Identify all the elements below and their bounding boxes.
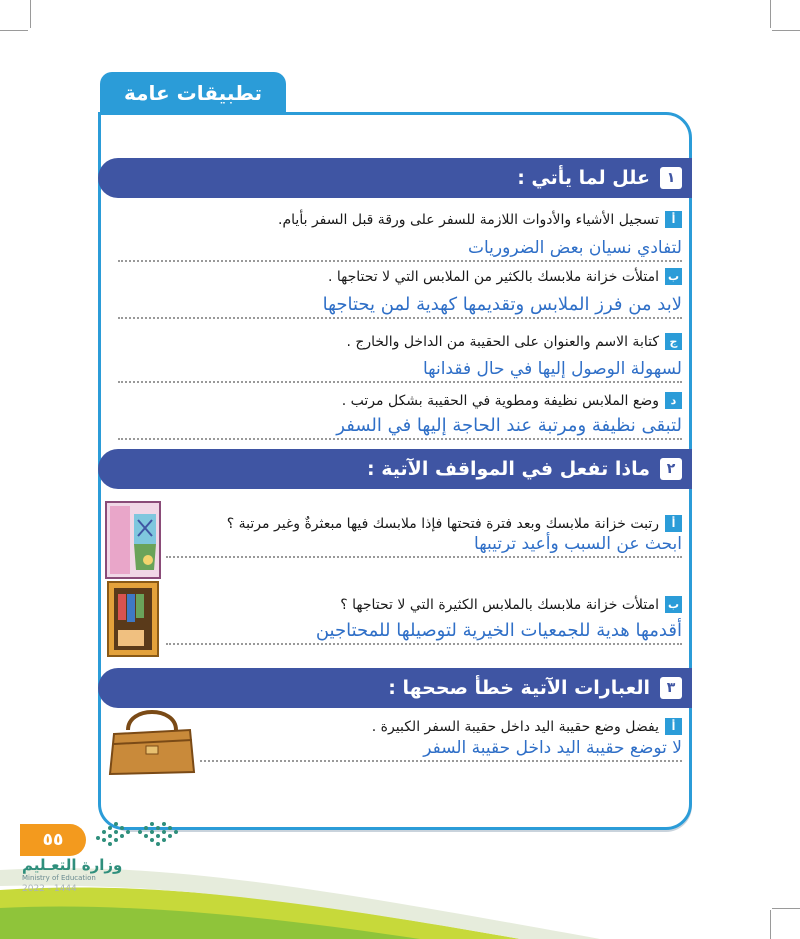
page-number: ٥٥ bbox=[20, 824, 86, 856]
question-1b bbox=[328, 268, 682, 285]
section-1-header bbox=[98, 158, 692, 198]
messy-wardrobe-icon bbox=[104, 500, 162, 580]
answer-1a[interactable]: لتفادي نسيان بعض الضروريات bbox=[118, 238, 682, 262]
question-1c bbox=[346, 333, 682, 350]
section-number: ٣ bbox=[660, 677, 682, 699]
answer-1c[interactable]: لسهولة الوصول إليها في حال فقدانها bbox=[118, 359, 682, 383]
question-text: امتلأت خزانة ملابسك بالملابس الكثيرة التي لا تحتاجها ؟ bbox=[340, 596, 659, 613]
crop-mark bbox=[772, 30, 800, 31]
answer-1d[interactable]: لتبقى نظيفة ومرتبة عند الحاجة إليها في السفر bbox=[118, 416, 682, 440]
question-text: كتابة الاسم والعنوان على الحقيبة من الداخل والخارج . bbox=[346, 333, 659, 350]
section-number: ٢ bbox=[660, 458, 682, 480]
question-1a bbox=[278, 211, 682, 228]
question-text: وضع الملابس نظيفة ومطوية في الحقيبة بشكل مرتب . bbox=[341, 392, 659, 409]
question-2a bbox=[227, 515, 682, 532]
question-letter: ج bbox=[665, 333, 682, 350]
ministry-name-arabic: وزارة التعـليم bbox=[22, 856, 123, 874]
question-text: يفضل وضع حقيبة اليد داخل حقيبة السفر الكبيرة . bbox=[371, 718, 659, 735]
crop-mark bbox=[0, 30, 28, 31]
question-3a bbox=[372, 718, 682, 735]
question-text: تسجيل الأشياء والأدوات اللازمة للسفر على ورقة قبل السفر بأيام. bbox=[278, 211, 659, 228]
question-letter: ب bbox=[665, 268, 682, 285]
section-number: ١ bbox=[660, 167, 682, 189]
question-text: امتلأت خزانة ملابسك بالكثير من الملابس التي لا تحتاجها . bbox=[327, 268, 659, 285]
answer-1b[interactable]: لابد من فرز الملابس وتقديمها كهدية لمن يحتاجها bbox=[118, 295, 682, 319]
answer-3a[interactable]: لا توضع حقيبة اليد داخل حقيبة السفر bbox=[200, 738, 682, 762]
ministry-year: 2022 - 1444 bbox=[22, 884, 77, 894]
question-2b bbox=[340, 596, 682, 613]
question-letter: أ bbox=[665, 211, 682, 228]
question-letter: ب bbox=[665, 596, 682, 613]
crop-mark bbox=[770, 0, 771, 28]
answer-2b[interactable]: أقدمها هدية للجمعيات الخيرية لتوصيلها للمحتاجين bbox=[166, 621, 682, 645]
question-letter: أ bbox=[665, 718, 682, 735]
ministry-logo-icon bbox=[94, 818, 190, 850]
ministry-name-english: Ministry of Education bbox=[22, 874, 96, 882]
question-letter: د bbox=[665, 392, 682, 409]
crop-mark bbox=[30, 0, 31, 28]
handbag-icon bbox=[106, 700, 198, 780]
question-text: رتبت خزانة ملابسك وبعد فترة فتحتها فإذا ملابسك فيها مبعثرةٌ وغير مرتبة ؟ bbox=[226, 515, 659, 532]
section-title: العبارات الآتية خطأ صححها : bbox=[388, 677, 650, 699]
question-1d bbox=[342, 392, 682, 409]
section-tab-title: تطبيقات عامة bbox=[100, 72, 286, 114]
section-2-header bbox=[98, 449, 692, 489]
question-letter: أ bbox=[665, 515, 682, 532]
answer-2a[interactable]: ابحث عن السبب وأعيد ترتيبها bbox=[166, 534, 682, 558]
section-title: علل لما يأتي : bbox=[517, 167, 650, 189]
section-title: ماذا تفعل في المواقف الآتية : bbox=[367, 458, 650, 480]
full-wardrobe-icon bbox=[106, 580, 160, 658]
